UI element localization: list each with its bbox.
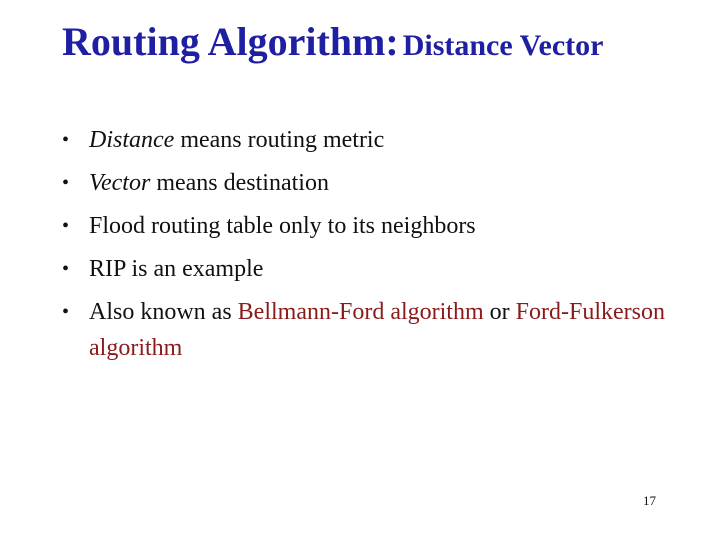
bullet-marker: • — [62, 172, 70, 194]
bullet-marker: • — [62, 129, 70, 151]
bullet-emphasis: Vector — [89, 170, 151, 196]
bullet-item-also-known — [62, 294, 682, 366]
slide-title — [62, 20, 603, 64]
bullet-marker: • — [62, 258, 70, 280]
slide-title-main: Routing Algorithm: — [62, 19, 399, 64]
bullet-text: or — [483, 299, 516, 325]
bullet-emphasis: Distance — [89, 127, 175, 153]
bullet-item-rip — [62, 251, 682, 287]
bellmann-ford-highlight: Bellmann-Ford algorithm — [237, 299, 484, 325]
bullet-text: Also known as — [89, 299, 238, 325]
bullet-marker: • — [62, 301, 70, 323]
slide-title-sub: Distance Vector — [402, 29, 604, 62]
bullet-item-distance — [62, 122, 682, 158]
bullet-text: means destination — [150, 170, 329, 196]
bullet-list — [62, 122, 682, 373]
bullet-item-flood — [62, 208, 682, 244]
ford-fulkerson-highlight: Ford-Fulkerson algorithm — [89, 299, 665, 361]
bullet-marker: • — [62, 215, 70, 237]
bullet-item-vector — [62, 165, 682, 201]
bullet-text: Flood routing table only to its neighbors — [89, 213, 476, 239]
bullet-text: means routing metric — [174, 127, 385, 153]
page-number: 17 — [643, 493, 656, 508]
bullet-text: RIP is an example — [89, 256, 264, 282]
